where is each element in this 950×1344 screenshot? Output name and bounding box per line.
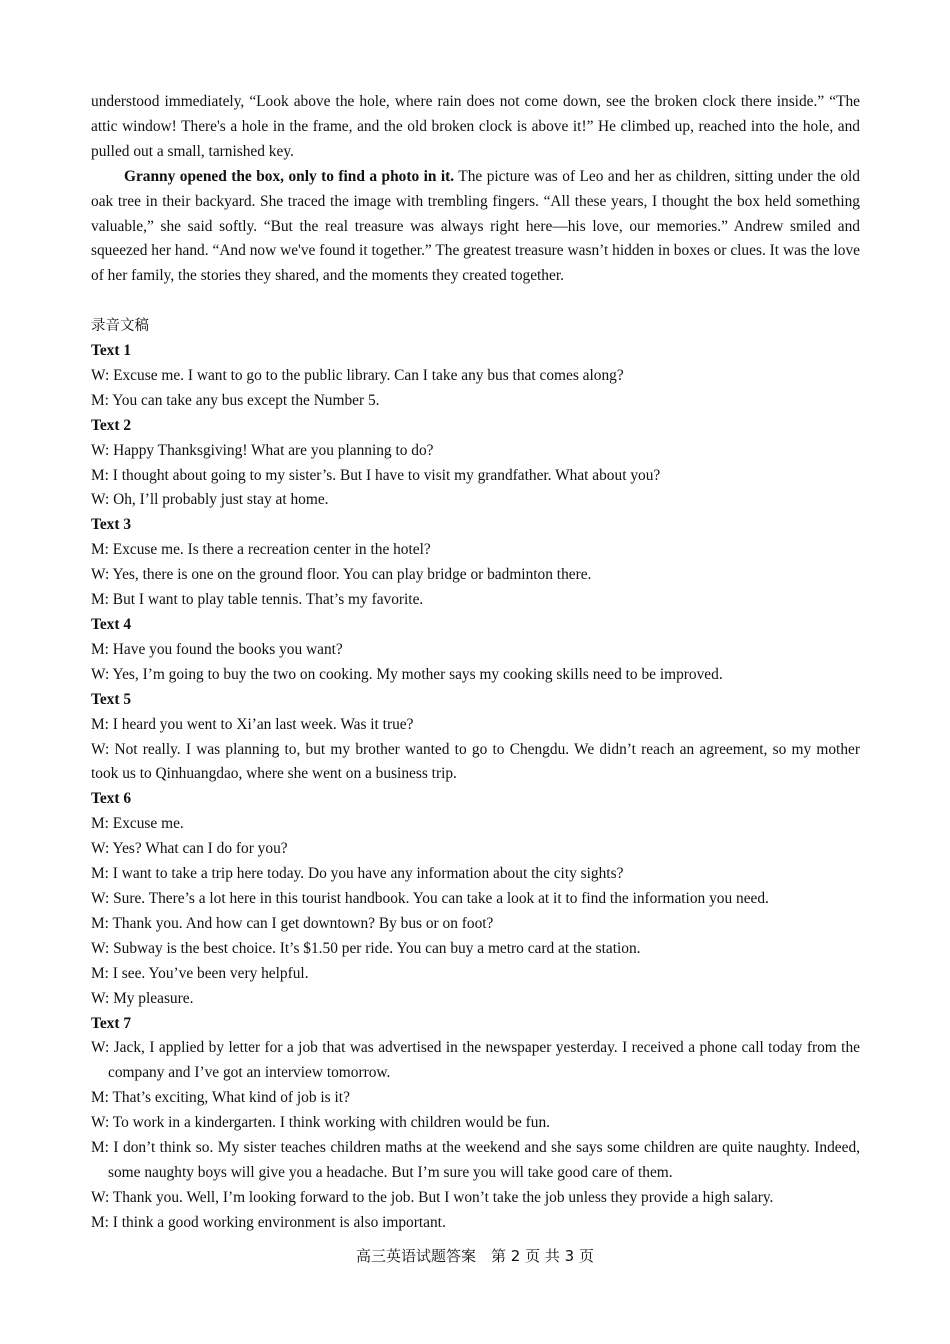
transcript-heading: 录音文稿 [91,318,149,335]
dialogue-line: M: But I want to play table tennis. That’s my favorite. [91,591,424,609]
dialogue-line: W: Oh, I’ll probably just stay at home. [91,491,329,509]
dialogue-line: M: I thought about going to my sister’s. But I have to visit my grandfather. What about you? [91,466,661,484]
story-paragraph-2 [91,165,860,290]
dialogue-line: W: Thank you. Well, I’m looking forward to the job. But I won’t take the job unless they provide a high salary. [91,1188,774,1206]
text-title-3: Text 3 [91,516,132,534]
dialogue-line: M: Have you found the books you want? [91,640,343,658]
story-paragraph-2-rest: The picture was of Leo and her as children, sitting under the old oak tree in their backyard. She traced the image with trembling fingers. “All these years, I thought the box held something valuable,” she said softly. “But the real treasure was always right here—his love, our memories.” Andrew smiled and squeezed her hand. “And now we've found it together.” The greatest treasure wasn’t hidden in boxes or clues. It was the love of her family, the stories they shared, and the moments they created together. [91,167,861,285]
dialogue-line: W: Subway is the best choice. It’s $1.50 per ride. You can buy a metro card at the station. [91,939,641,957]
dialogue-line: M: Thank you. And how can I get downtown? By bus or on foot? [91,914,494,932]
dialogue-line: M: Excuse me. Is there a recreation center in the hotel? [91,541,431,559]
text-title-7: Text 7 [91,1014,132,1032]
story-paragraph-1: understood immediately, “Look above the hole, where rain does not come down, see the broken clock there inside.” “The attic window! There's a hole in the frame, and the old broken clock is above it!” He climbed up, reached into the hole, and pulled out a small, tarnished key. [91,93,860,160]
dialogue-line: W: Jack, I applied by letter for a job that was advertised in the newspaper yesterday. I received a phone call today from the company and I’ve got an interview tomorrow. [91,1039,860,1082]
dialogue-line: W: Not really. I was planning to, but my brother wanted to go to Chengdu. We didn’t reach an agreement, so my mother took us to Qinhuangdao, where she went on a business trip. [91,740,860,783]
dialogue-line: M: You can take any bus except the Number 5. [91,391,380,409]
dialogue-line: W: My pleasure. [91,989,194,1007]
text-title-2: Text 2 [91,416,132,434]
document-page [91,90,860,1236]
text-title-5: Text 5 [91,690,132,708]
dialogue-line: W: Yes, I’m going to buy the two on cooking. My mother says my cooking skills need to be improved. [91,665,723,683]
dialogue-line: W: To work in a kindergarten. I think working with children would be fun. [91,1114,550,1132]
dialogue-line: M: I heard you went to Xi’an last week. Was it true? [91,715,414,733]
dialogue-line: M: I want to take a trip here today. Do you have any information about the city sights? [91,865,624,883]
dialogue-line: M: Excuse me. [91,815,184,833]
story-paragraph-2-bold: Granny opened the box, only to find a photo in it. [124,167,455,185]
dialogue-line: M: That’s exciting, What kind of job is it? [91,1089,350,1107]
page-footer: 高三英语试题答案 第 2 页 共 3 页 [356,1247,594,1265]
dialogue-line: W: Sure. There’s a lot here in this tourist handbook. You can take a look at it to find the information you need. [91,889,769,907]
dialogue-line: W: Excuse me. I want to go to the public library. Can I take any bus that comes along? [91,366,624,384]
dialogue-line: W: Happy Thanksgiving! What are you planning to do? [91,441,434,459]
text-title-6: Text 6 [91,790,132,808]
dialogue-line: M: I see. You’ve been very helpful. [91,964,309,982]
text-title-1: Text 1 [91,342,132,360]
dialogue-line: M: I don’t think so. My sister teaches children maths at the weekend and she says some children are quite naughty. Indeed, some naughty boys will give you a headache. But I’m sure you will take good care of them. [91,1139,860,1181]
dialogue-line: W: Yes? What can I do for you? [91,840,288,858]
dialogue-line: M: I think a good working environment is also important. [91,1213,446,1231]
dialogue-line: W: Yes, there is one on the ground floor. You can play bridge or badminton there. [91,566,592,584]
text-title-4: Text 4 [91,616,132,634]
section-gap [91,289,860,314]
